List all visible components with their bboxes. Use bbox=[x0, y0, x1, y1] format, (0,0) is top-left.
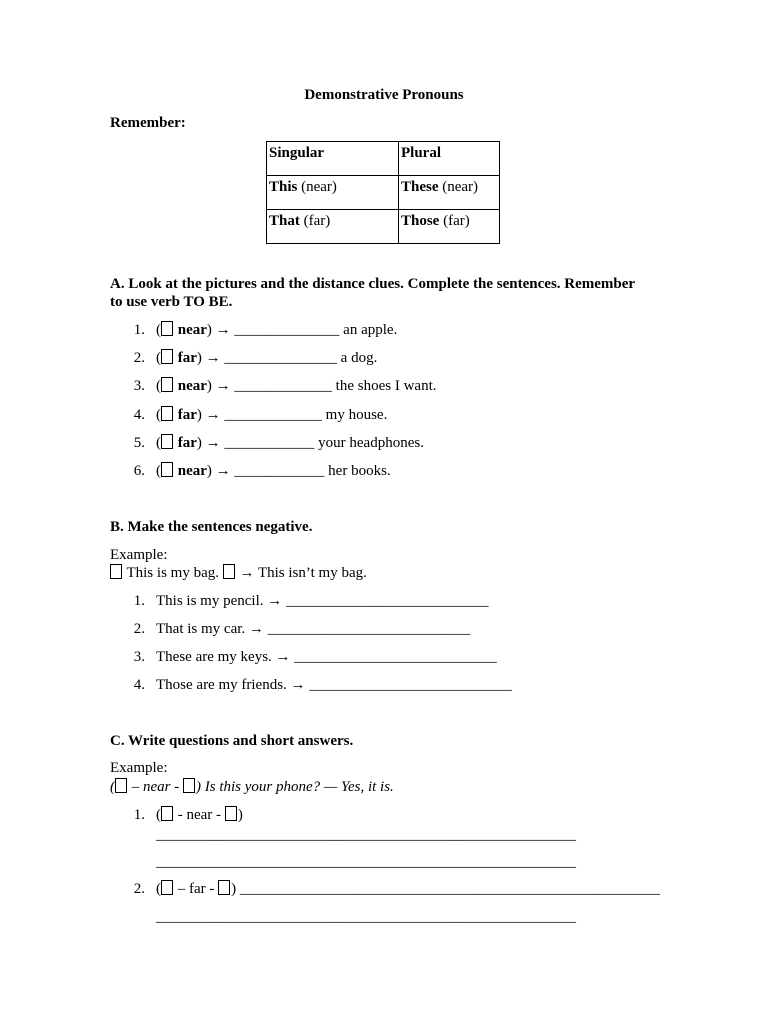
picture-placeholder-icon bbox=[161, 462, 173, 477]
section-c-heading: C. Write questions and short answers. bbox=[110, 733, 354, 749]
sentence-tail: an apple. bbox=[339, 322, 398, 338]
pronoun-note: (near) bbox=[297, 179, 337, 195]
section-b-item[interactable]: These are my keys. → ___________________________ bbox=[156, 649, 497, 665]
section-b-heading: B. Make the sentences negative. bbox=[110, 519, 313, 535]
item-number: 3. bbox=[133, 378, 145, 394]
item-number: 4. bbox=[133, 407, 145, 423]
section-c-example-label: Example: bbox=[110, 760, 168, 776]
item-number: 2. bbox=[133, 881, 145, 897]
item-number: 1. bbox=[133, 593, 145, 609]
distance-clue: far bbox=[174, 435, 197, 451]
table-row bbox=[267, 210, 500, 244]
paren: ( bbox=[156, 407, 161, 423]
answer-blank[interactable]: ______________ bbox=[234, 322, 340, 338]
arrow: ) → bbox=[206, 463, 235, 479]
answer-blank[interactable]: _____________ bbox=[224, 407, 322, 423]
pronoun-note: (far) bbox=[299, 213, 331, 229]
picture-placeholder-icon bbox=[225, 806, 237, 821]
table-row bbox=[267, 176, 500, 210]
picture-placeholder-icon bbox=[115, 778, 127, 793]
distance-clue: near bbox=[174, 378, 207, 394]
section-a-heading-cont: to use verb TO BE. bbox=[110, 294, 233, 310]
sentence-tail: my house. bbox=[321, 407, 388, 423]
table-row bbox=[267, 142, 500, 176]
section-b-example-label: Example: bbox=[110, 547, 168, 563]
distance-clue: – near - bbox=[128, 779, 183, 795]
picture-placeholder-icon bbox=[161, 434, 173, 449]
picture-placeholder-icon bbox=[223, 564, 235, 579]
arrow: ) → bbox=[196, 350, 225, 366]
paren: ) bbox=[237, 807, 243, 823]
answer-blank[interactable]: _____________ bbox=[234, 378, 332, 394]
paren: ( bbox=[156, 322, 161, 338]
header-plural: Plural bbox=[399, 142, 500, 176]
answer-blank[interactable]: _______________ bbox=[224, 350, 337, 366]
answer-line[interactable]: ) ________________________________________________________ bbox=[231, 881, 660, 897]
answer-line[interactable]: ________________________________________________________ bbox=[156, 827, 576, 843]
picture-placeholder-icon bbox=[161, 377, 173, 392]
section-a-item bbox=[156, 377, 436, 395]
remember-label: Remember: bbox=[110, 115, 186, 131]
picture-placeholder-icon bbox=[218, 880, 230, 895]
distance-clue: - near - bbox=[174, 807, 225, 823]
table-cell bbox=[399, 176, 500, 210]
header-singular: Singular bbox=[267, 142, 399, 176]
paren: ( bbox=[156, 350, 161, 366]
paren: ( bbox=[110, 779, 115, 795]
section-c-item-1 bbox=[156, 806, 243, 824]
pronoun-reference-table bbox=[266, 141, 500, 244]
arrow: ) → bbox=[206, 322, 235, 338]
paren: ( bbox=[156, 378, 161, 394]
answer-blank[interactable]: ____________ bbox=[234, 463, 325, 479]
answer-blank[interactable]: ____________ bbox=[224, 435, 315, 451]
table-cell bbox=[267, 210, 399, 244]
item-number: 2. bbox=[133, 350, 145, 366]
pronoun-note: (far) bbox=[439, 213, 470, 229]
picture-placeholder-icon bbox=[110, 564, 122, 579]
sentence-tail: a dog. bbox=[336, 350, 378, 366]
sentence-tail: your headphones. bbox=[314, 435, 424, 451]
picture-placeholder-icon bbox=[161, 880, 173, 895]
arrow: ) → bbox=[196, 407, 225, 423]
paren: ( bbox=[156, 435, 161, 451]
example-answer: ) Is this your phone? — Yes, it is. bbox=[196, 779, 394, 795]
pronoun-note: (near) bbox=[438, 179, 479, 195]
arrow: ) → bbox=[206, 378, 235, 394]
sentence-tail: the shoes I want. bbox=[331, 378, 437, 394]
item-number: 1. bbox=[133, 322, 145, 338]
section-b-item[interactable]: Those are my friends. → ___________________________ bbox=[156, 677, 512, 693]
section-a-item bbox=[156, 349, 377, 367]
example-sentence: This is my bag. bbox=[123, 565, 223, 581]
item-number: 1. bbox=[133, 807, 145, 823]
pronoun-word: These bbox=[401, 179, 439, 195]
answer-line[interactable]: ________________________________________________________ bbox=[156, 909, 576, 925]
section-b-example bbox=[110, 564, 367, 582]
paren: ( bbox=[156, 807, 161, 823]
page-title: Demonstrative Pronouns bbox=[304, 87, 464, 103]
pronoun-word: This bbox=[269, 179, 298, 195]
section-a-item bbox=[156, 406, 387, 424]
paren: ( bbox=[156, 463, 161, 479]
section-c-example bbox=[110, 778, 394, 796]
distance-clue: far bbox=[174, 350, 197, 366]
item-number: 4. bbox=[133, 677, 145, 693]
picture-placeholder-icon bbox=[161, 349, 173, 364]
paren: ( bbox=[156, 881, 161, 897]
pronoun-word: That bbox=[269, 213, 300, 229]
section-b-item[interactable]: This is my pencil. → ___________________________ bbox=[156, 593, 489, 609]
example-answer: → This isn’t my bag. bbox=[235, 565, 367, 581]
distance-clue: near bbox=[174, 322, 207, 338]
section-c-item-2 bbox=[156, 880, 660, 898]
section-a-item bbox=[156, 321, 397, 339]
section-a-heading: A. Look at the pictures and the distance clues. Complete the sentences. Remember bbox=[110, 276, 636, 292]
distance-clue: – far - bbox=[174, 881, 219, 897]
item-number: 2. bbox=[133, 621, 145, 637]
picture-placeholder-icon bbox=[183, 778, 195, 793]
section-b-item[interactable]: That is my car. → ___________________________ bbox=[156, 621, 471, 637]
pronoun-word: Those bbox=[401, 213, 440, 229]
arrow: ) → bbox=[196, 435, 225, 451]
picture-placeholder-icon bbox=[161, 806, 173, 821]
section-a-item bbox=[156, 462, 391, 480]
picture-placeholder-icon bbox=[161, 321, 173, 336]
distance-clue: near bbox=[174, 463, 207, 479]
distance-clue: far bbox=[174, 407, 197, 423]
sentence-tail: her books. bbox=[324, 463, 391, 479]
item-number: 6. bbox=[133, 463, 145, 479]
item-number: 3. bbox=[133, 649, 145, 665]
answer-line[interactable]: ________________________________________________________ bbox=[156, 854, 576, 870]
table-cell bbox=[267, 176, 399, 210]
item-number: 5. bbox=[133, 435, 145, 451]
section-a-item bbox=[156, 434, 424, 452]
table-cell bbox=[399, 210, 500, 244]
picture-placeholder-icon bbox=[161, 406, 173, 421]
